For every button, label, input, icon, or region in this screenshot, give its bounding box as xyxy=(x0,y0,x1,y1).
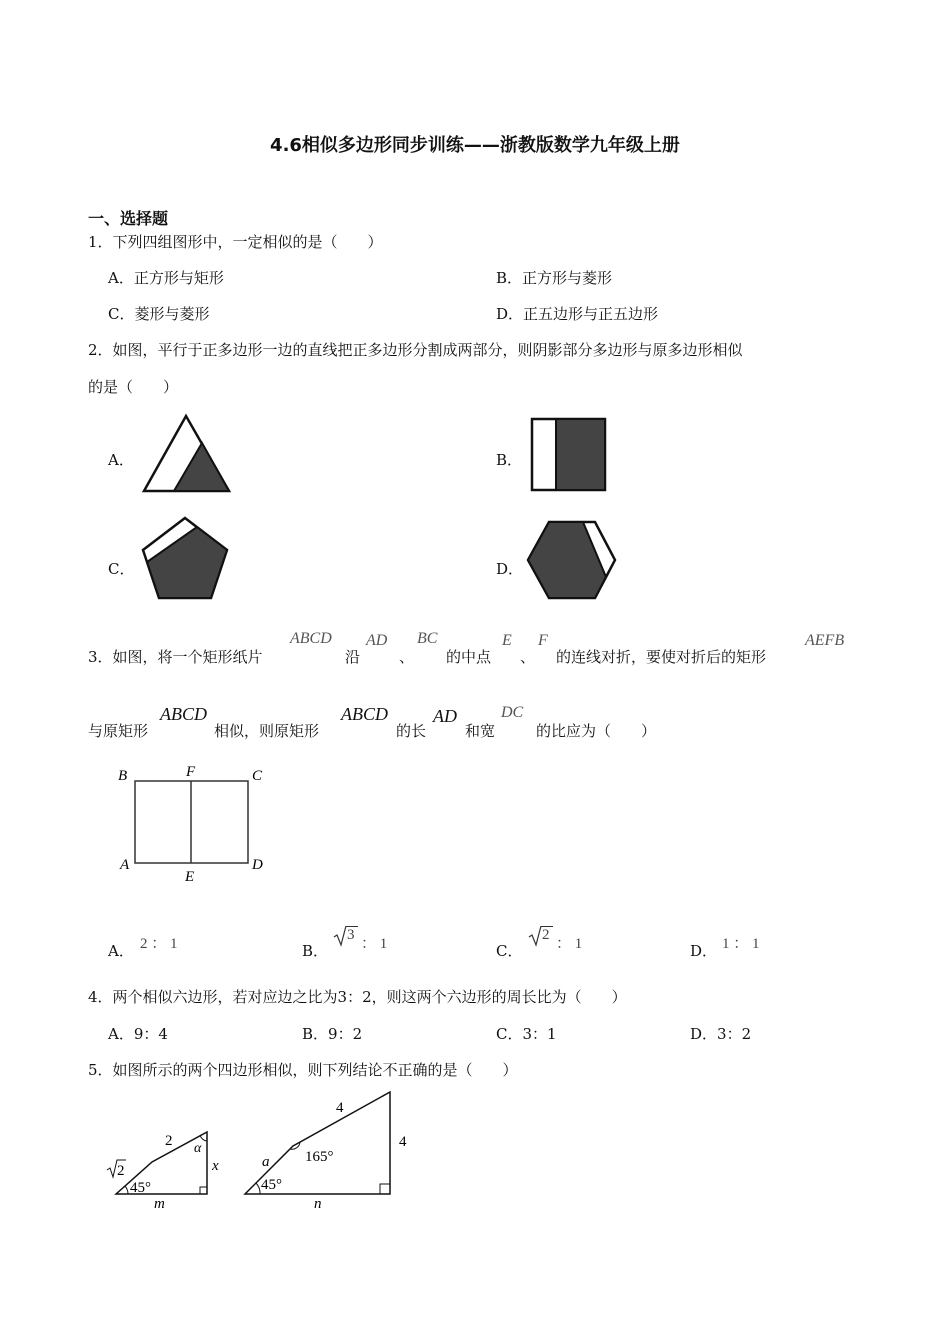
q3-label-f: F xyxy=(186,764,196,780)
q5-stem: 5．如图所示的两个四边形相似，则下列结论不正确的是（ ） xyxy=(88,1061,518,1079)
q2-figure-c xyxy=(135,512,235,604)
q3-option-b-radicand: 3 xyxy=(347,927,355,943)
q3-label-d: D xyxy=(252,857,263,873)
q3-math-aefb: AEFB xyxy=(805,632,845,649)
q5-fig2-a: a xyxy=(262,1154,270,1170)
q5-fig1-alpha: α xyxy=(194,1141,202,1156)
q2-figure-d xyxy=(523,515,618,605)
q2-stem-line1: 2．如图，平行于正多边形一边的直线把正多边形分割成两部分，则阴影部分多边形与原多边形相似 xyxy=(88,341,743,359)
q3-label-c: C xyxy=(252,768,263,784)
q4-option-b[interactable]: B．9：2 xyxy=(302,1025,363,1043)
q3-text-3: 、 xyxy=(399,648,415,666)
q2-stem-line2: 的是（ ） xyxy=(88,378,179,396)
q2-option-a-label[interactable]: A． xyxy=(108,451,134,469)
q1-option-a[interactable]: A．正方形与矩形 xyxy=(108,269,224,287)
q5-fig2-top-length: 4 xyxy=(336,1100,344,1116)
q5-fig1-top-length: 2 xyxy=(165,1133,173,1149)
q5-figure-2 xyxy=(238,1090,418,1215)
q3-option-d-value: 1 ： 1 xyxy=(722,936,760,952)
q2-figure-a xyxy=(138,408,238,498)
q3-option-c-radicand: 2 xyxy=(542,927,550,943)
q3-text-9: 的长 xyxy=(396,722,427,740)
q3-text-11: 的比应为（ ） xyxy=(536,722,657,740)
q3-option-c-label[interactable]: C． xyxy=(496,942,523,960)
q4-option-d[interactable]: D．3：2 xyxy=(690,1025,752,1043)
q5-fig1-sqrt-value: 2 xyxy=(117,1163,125,1179)
section-heading: 一、选择题 xyxy=(88,209,169,228)
q3-text-5: 、 xyxy=(520,648,536,666)
q2-option-b-label[interactable]: B． xyxy=(496,451,523,469)
q5-fig2-angle-45: 45° xyxy=(261,1177,282,1193)
q3-math-dc: DC xyxy=(501,704,524,721)
q3-option-a-label[interactable]: A． xyxy=(108,942,134,960)
q3-rectangle-figure xyxy=(110,760,280,888)
q3-math-abcd: ABCD xyxy=(290,630,332,647)
q4-option-c[interactable]: C．3：1 xyxy=(496,1025,557,1043)
q2-option-c-label[interactable]: C． xyxy=(108,560,135,578)
q3-text-8: 相似，则原矩形 xyxy=(214,722,320,740)
q3-text-6: 的连线对折，要使对折后的矩形 xyxy=(556,648,767,666)
q3-text-4: 的中点 xyxy=(446,648,492,666)
q1-stem: 1．下列四组图形中，一定相似的是（ ） xyxy=(88,233,383,251)
page-title: 4.6相似多边形同步训练——浙教版数学九年级上册 xyxy=(270,135,680,156)
q5-fig1-angle: 45° xyxy=(130,1180,151,1196)
q1-option-c[interactable]: C．菱形与菱形 xyxy=(108,305,210,323)
q3-option-c-tail: ： 1 xyxy=(556,936,583,952)
q3-math-abcd-3: ABCD xyxy=(341,704,388,724)
q2-figure-b xyxy=(528,414,612,494)
q1-option-b[interactable]: B．正方形与菱形 xyxy=(496,269,613,287)
q5-fig1-x: x xyxy=(212,1158,219,1174)
q3-math-abcd-2: ABCD xyxy=(160,704,207,724)
q3-text-10: 和宽 xyxy=(465,722,496,740)
q3-text-7: 与原矩形 xyxy=(88,722,149,740)
q5-fig2-angle-165: 165° xyxy=(305,1149,334,1165)
q3-label-e: E xyxy=(185,869,195,885)
q4-option-a[interactable]: A．9：4 xyxy=(108,1025,168,1043)
q3-label-b: B xyxy=(118,768,128,784)
q3-option-b-label[interactable]: B． xyxy=(302,942,329,960)
q3-math-bc: BC xyxy=(417,630,438,647)
q3-option-b-tail: ： 1 xyxy=(361,936,388,952)
q3-text-2: 沿 xyxy=(345,648,361,666)
q2-option-d-label[interactable]: D． xyxy=(496,560,524,578)
q5-fig2-right-length: 4 xyxy=(399,1134,407,1150)
q4-stem: 4．两个相似六边形，若对应边之比为3：2，则这两个六边形的周长比为（ ） xyxy=(88,988,627,1006)
q3-option-d-label[interactable]: D． xyxy=(690,942,718,960)
q3-option-a-value: 2 ： 1 xyxy=(140,936,178,952)
q5-fig1-m: m xyxy=(154,1196,165,1212)
q3-math-ad-2: AD xyxy=(433,706,457,726)
q3-math-f: F xyxy=(538,632,548,649)
q1-option-d[interactable]: D．正五边形与正五边形 xyxy=(496,305,659,323)
q5-fig2-n: n xyxy=(314,1196,322,1212)
q3-math-ad: AD xyxy=(366,632,388,649)
q3-label-a: A xyxy=(120,857,130,873)
q3-math-e: E xyxy=(502,632,512,649)
sqrt-icon xyxy=(333,925,347,947)
sqrt-icon xyxy=(528,925,542,947)
q3-text-1: 3．如图，将一个矩形纸片 xyxy=(88,648,263,666)
q5-figure-1 xyxy=(104,1120,229,1215)
